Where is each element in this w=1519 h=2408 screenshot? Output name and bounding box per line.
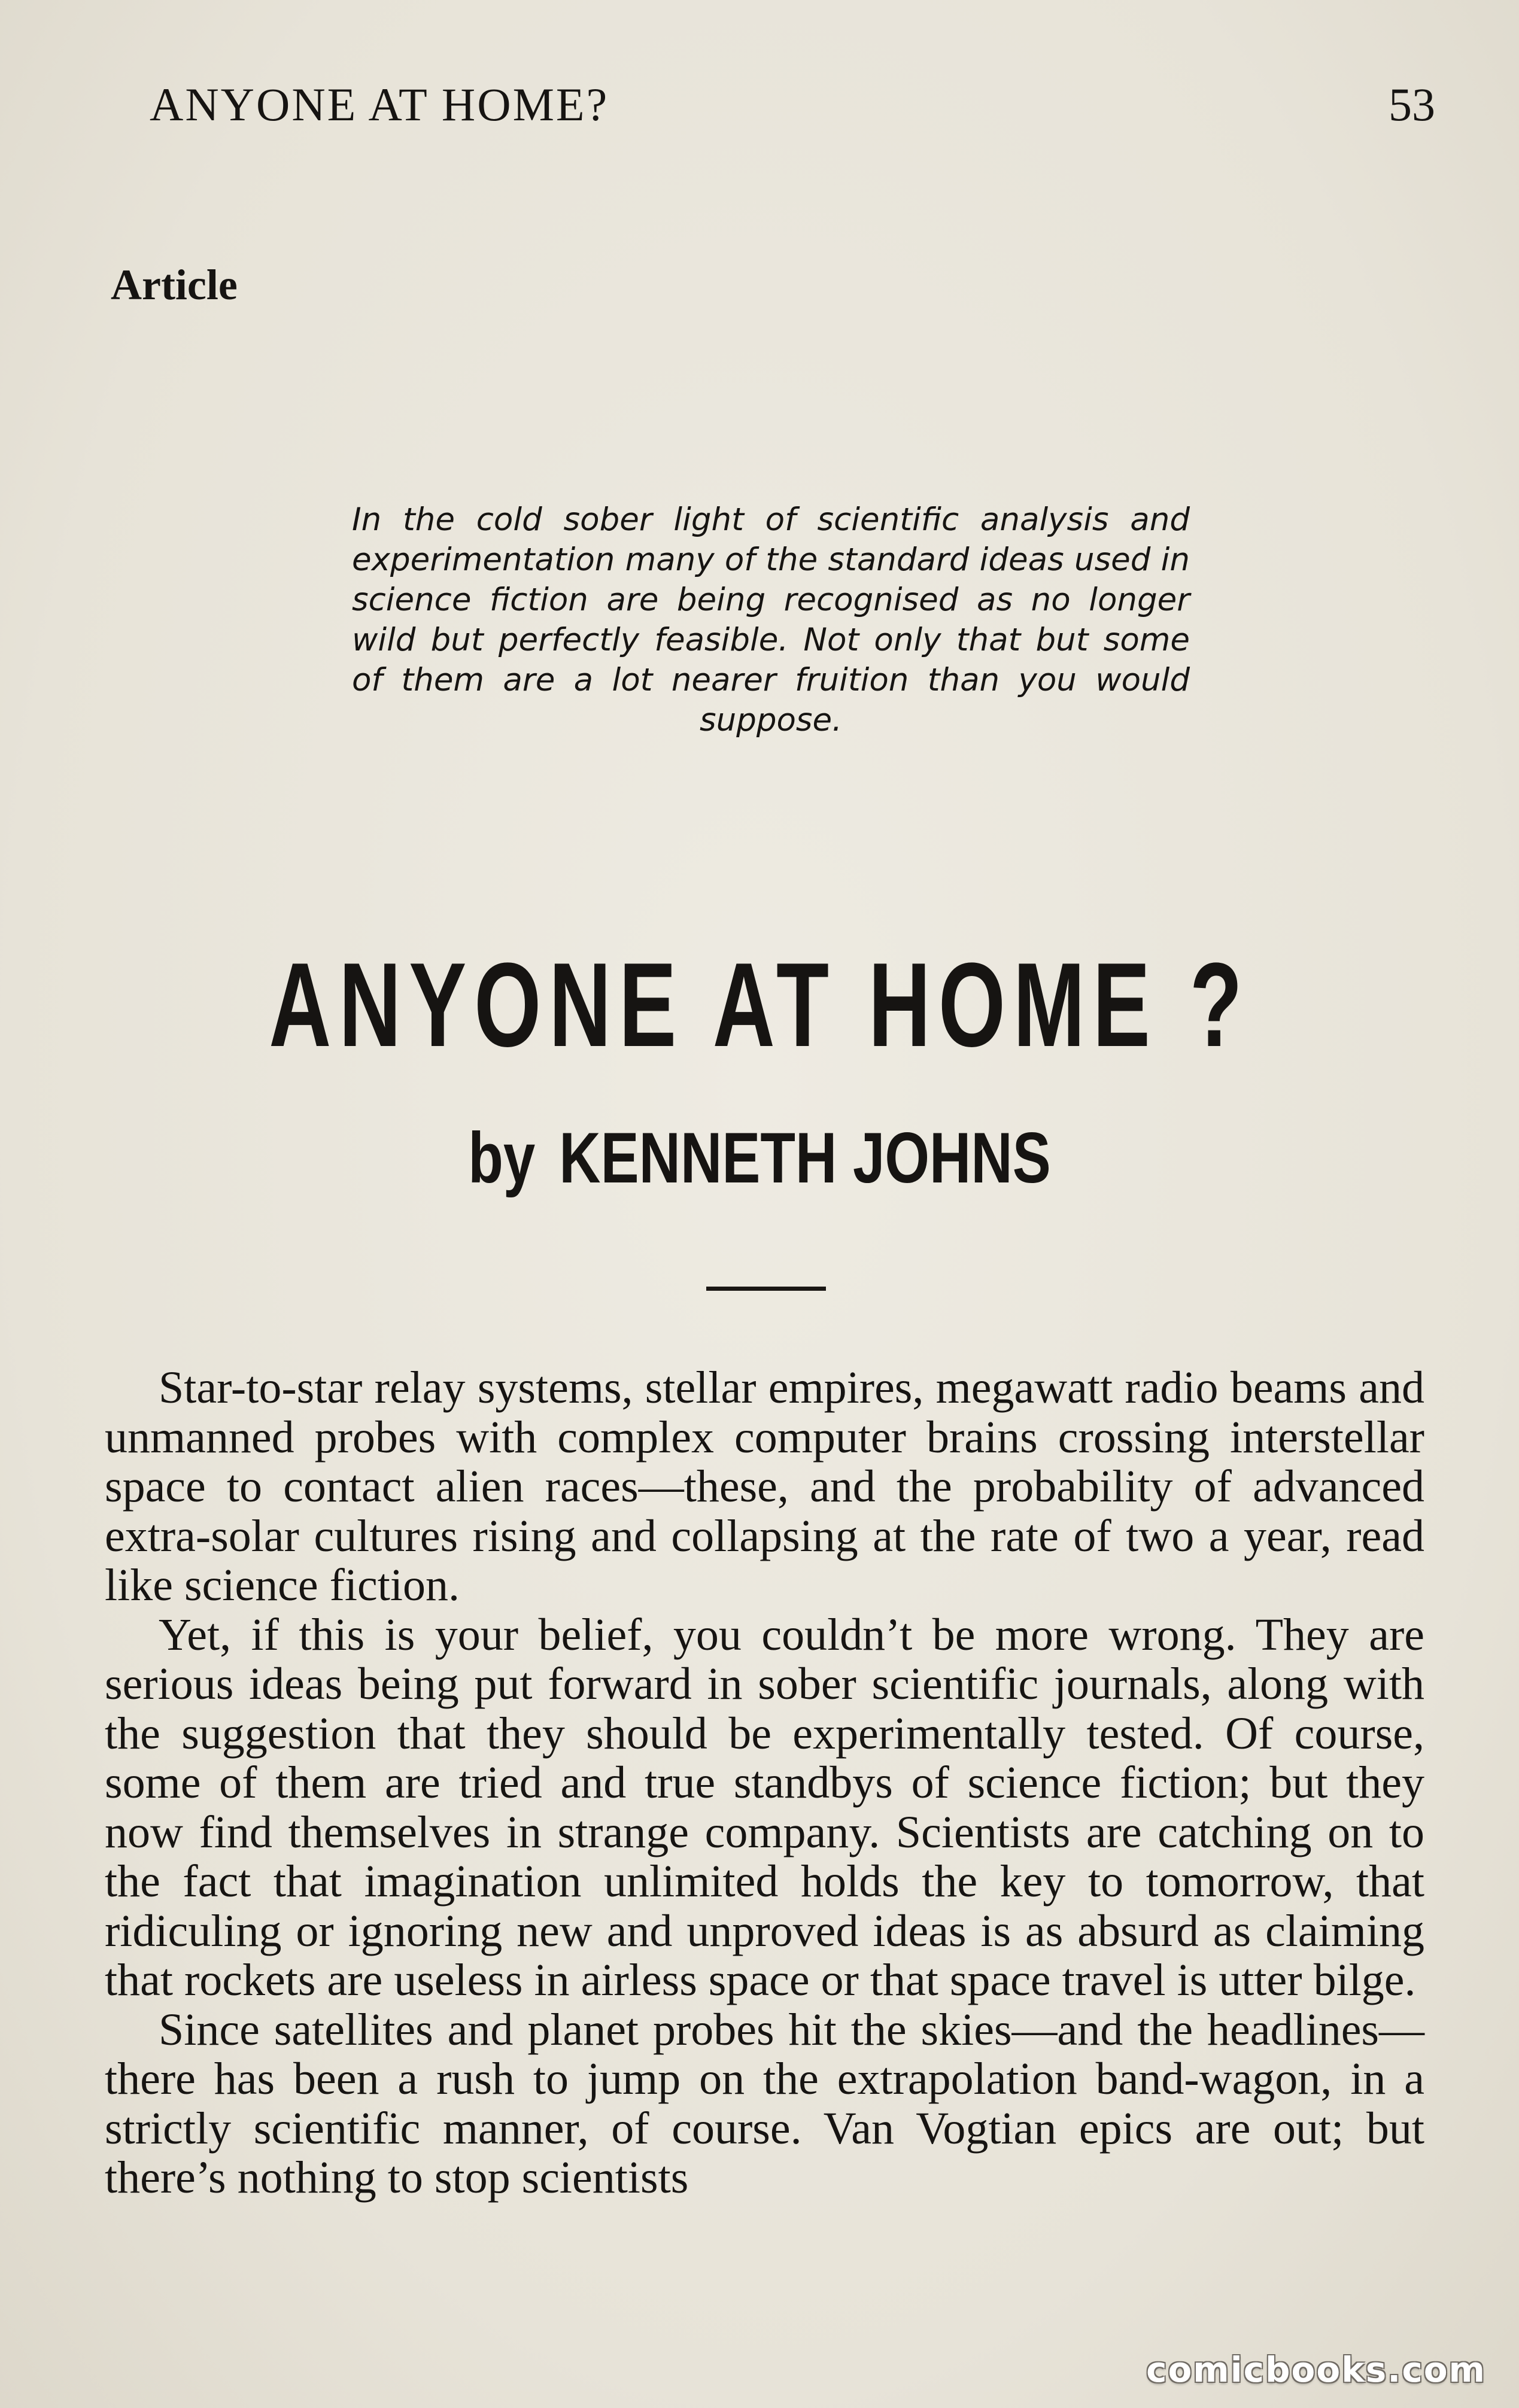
title-divider-rule: [706, 1287, 826, 1291]
body-paragraph: Since satellites and planet probes hit the skies—and the headlines—there has been a rush to jump on the extrapolation band-wagon, in a strictly scientific manner, of course. Van Vogtian epics are out; but there’s nothing to stop scientists: [105, 2004, 1424, 2203]
body-paragraph: Star-to-star relay systems, stellar empires, megawatt radio beams and unmanned probes with complex computer brains crossing interstellar space to contact alien races—these, and the probability of advanced extra-solar cultures rising and collapsing at the rate of two a year, read like science fiction.: [105, 1363, 1424, 1610]
page-number: 53: [1389, 78, 1435, 130]
byline-author: KENNETH JOHNS: [559, 1118, 1051, 1198]
site-watermark: comicbooks.com: [1146, 2349, 1486, 2390]
section-label: Article: [111, 261, 238, 309]
article-blurb: In the cold sober light of scientific analysis and experimentation many of the standard ideas used in science fiction are being recognised as no longer wild but perfectly feasible. Not only that but some of them are a lot nearer fruition than you would suppose.: [352, 501, 1190, 738]
byline-prefix: by: [468, 1118, 536, 1198]
body-paragraph: Yet, if this is your belief, you couldn’t be more wrong. They are serious ideas being put forward in sober scientific journals, along with the suggestion that they should be experimentally tested. Of course, some of them are tried and true standbys of science fiction; but they now find themselves in strange company. Scientists are catching on to the fact that imagination unlimited holds the key to tomorrow, that ridiculing or ignoring new and unproved ideas is as absurd as claiming that rockets are useless in airless space or that space travel is utter bilge.: [105, 1609, 1424, 2005]
article-body: [105, 1363, 1424, 2203]
byline: [152, 1113, 1367, 1203]
article-title: ANYONE AT HOME ?: [269, 938, 1250, 1072]
running-head-title: ANYONE AT HOME?: [150, 78, 609, 130]
